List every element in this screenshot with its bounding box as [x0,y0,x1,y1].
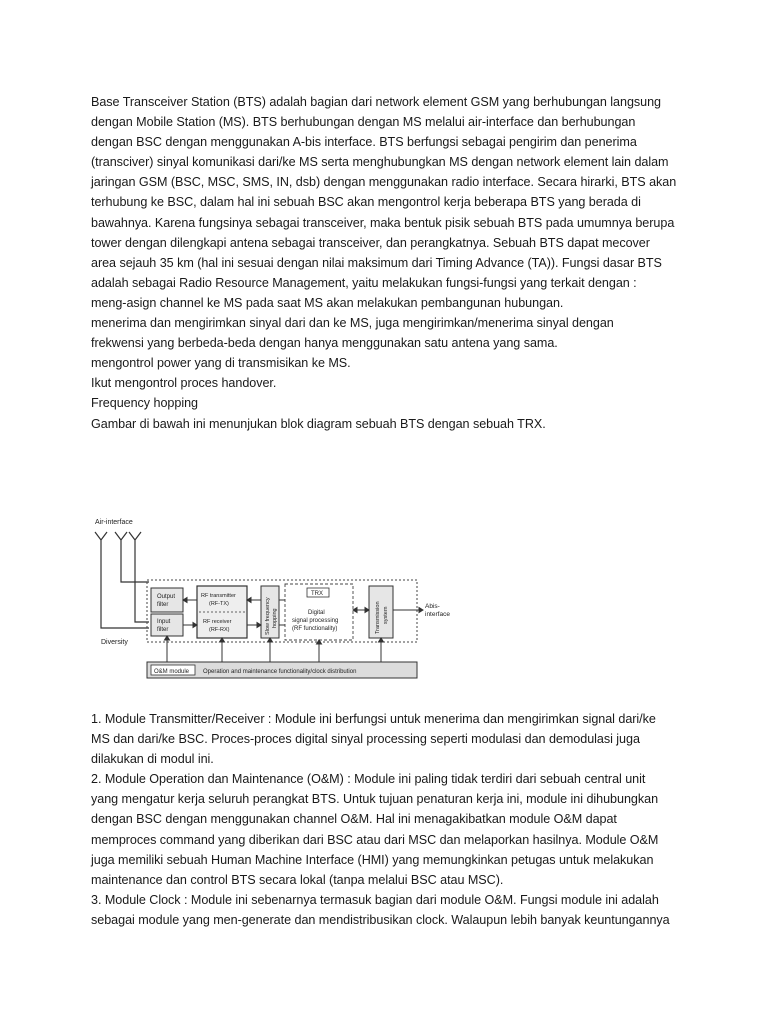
text-line: Base Transceiver Station (BTS) adalah bagian dari network element GSM yang berhubungan langsung [91,95,662,109]
input-filter-label: Input [157,619,171,625]
text-line: jaringan GSM (BSC, MSC, SMS, IN, dsb) dengan menggunakan radio interface. Secara hirarki, BTS akan [91,175,677,190]
text-line: Ikut mengontrol proces handover. [91,376,277,391]
text-line: tower dengan dilengkapi antena sebagai transceiver, dan perangkatnya. Sebuah BTS dapat mecover [91,235,650,250]
dsp-label: (RF functionality) [292,626,338,632]
transmission-label: Transmission [375,601,381,634]
text-line: Frequency hopping [91,396,198,411]
abis-label: Abis- [425,603,440,610]
text-line: terhubung ke BSC, dalam hal ini sebuah BSC akan mengontrol kerja beberapa BTS yang berada di [91,195,641,210]
text-line: juga memiliki sebuah Human Machine Interface (HMI) yang memungkinkan petugas untuk melakukan [91,852,654,867]
transmission-label: system [383,606,389,624]
dsp-label: Digital [308,610,325,616]
rf-rx-label: RF receiver [203,619,232,625]
output-filter-block [151,588,183,612]
text-line: (transciver) sinyal komunikasi dari/ke MS serta menghubungkan MS dengan network element lain dalam [91,155,669,170]
text-line: menerima dan mengirimkan sinyal dari dan ke MS, juga mengirimkan/menerima sinyal dengan [91,316,614,331]
text-line: memproces command yang diberikan dari BSC atau dari MSC dan melaporkan hasilnya. Module O&M [91,832,659,847]
intro-paragraph [91,92,691,434]
bts-block-diagram [87,510,465,700]
text-line: dengan BSC dengan menggunakan channel O&M. Hal ini menagakibatkan module O&M dapat [91,812,617,827]
text-line: maintenance dan control BTS secara lokal (tanpa melalui BSC atau MSC). [91,872,504,887]
text-line: sebagai module yang men-generate dan mendistribusikan clock. Walaupun lebih banyak keuntungannya [91,912,670,927]
antenna-icon [95,532,149,628]
abis-label: interface [425,611,450,618]
air-interface-label: Air-interface [95,519,133,526]
trx-label: TRX [311,591,323,597]
text-line: frekwensi yang berbeda-beda dengan hanya menggunakan satu antena yang sama. [91,336,558,351]
om-bar-label: Operation and maintenance functionality/clock distribution [203,669,357,675]
text-line: dilakukan di modul ini. [91,752,214,767]
om-module-label: O&M module [154,669,190,675]
text-line: 1. Module Transmitter/Receiver : Module ini berfungsi untuk menerima dan mengirimkan signal dari/ke [91,712,656,726]
text-line: dengan BSC dengan menggunakan A-bis interface. BTS berfungsi sebagai pengirim dan penerima [91,135,637,150]
slow-hopping-label: hopping [272,608,278,628]
slow-hopping-label: Slow frequency [265,597,271,635]
text-line: dengan Mobile Station (MS). BTS berhubungan dengan MS melalui air-interface dan berhubungan [91,115,636,130]
output-filter-label: Output [157,594,176,600]
diversity-label: Diversity [101,639,128,646]
text-line: Gambar di bawah ini menunjukan blok diagram sebuah BTS dengan sebuah TRX. [91,416,546,431]
text-line: area sejauh 35 km (hal ini sesuai dengan nilai maksimum dari Timing Advance (TA)). Fungsi dasar BTS [91,255,662,270]
text-line: yang mengatur kerja seluruh perangkat BTS. Untuk tujuan penaturan kerja ini, module ini dihubungkan [91,792,659,807]
rf-tx-label: (RF-TX) [209,601,229,607]
text-line: mengontrol power yang di transmisikan ke MS. [91,356,351,371]
transmission-block [369,586,393,638]
modules-paragraph [91,709,691,930]
rf-tx-label: RF transmitter [201,593,236,599]
dsp-label: signal processing [292,618,339,624]
input-filter-label: filter [157,627,169,633]
text-line: meng-asign channel ke MS pada saat MS akan melakukan pembangunan hubungan. [91,295,564,310]
output-filter-label: filter [157,602,169,608]
rf-rx-label: (RF-RX) [209,627,230,633]
text-line: bawahnya. Karena fungsinya sebagai transceiver, maka bentuk pisik sebuah BTS pada umumnya berupa [91,215,675,230]
text-line: 3. Module Clock : Module ini sebenarnya termasuk bagian dari module O&M. Fungsi module ini adalah [91,892,659,907]
text-line: adalah sebagai Radio Resource Management, yaitu melakukan fungsi-fungsi yang terkait dengan : [91,275,637,290]
text-line: MS dan dari/ke BSC. Proces-proces digital sinyal processing seperti modulasi dan demodulasi juga [91,732,640,747]
text-line: 2. Module Operation dan Maintenance (O&M) : Module ini paling tidak terdiri dari sebuah central unit [91,772,646,787]
